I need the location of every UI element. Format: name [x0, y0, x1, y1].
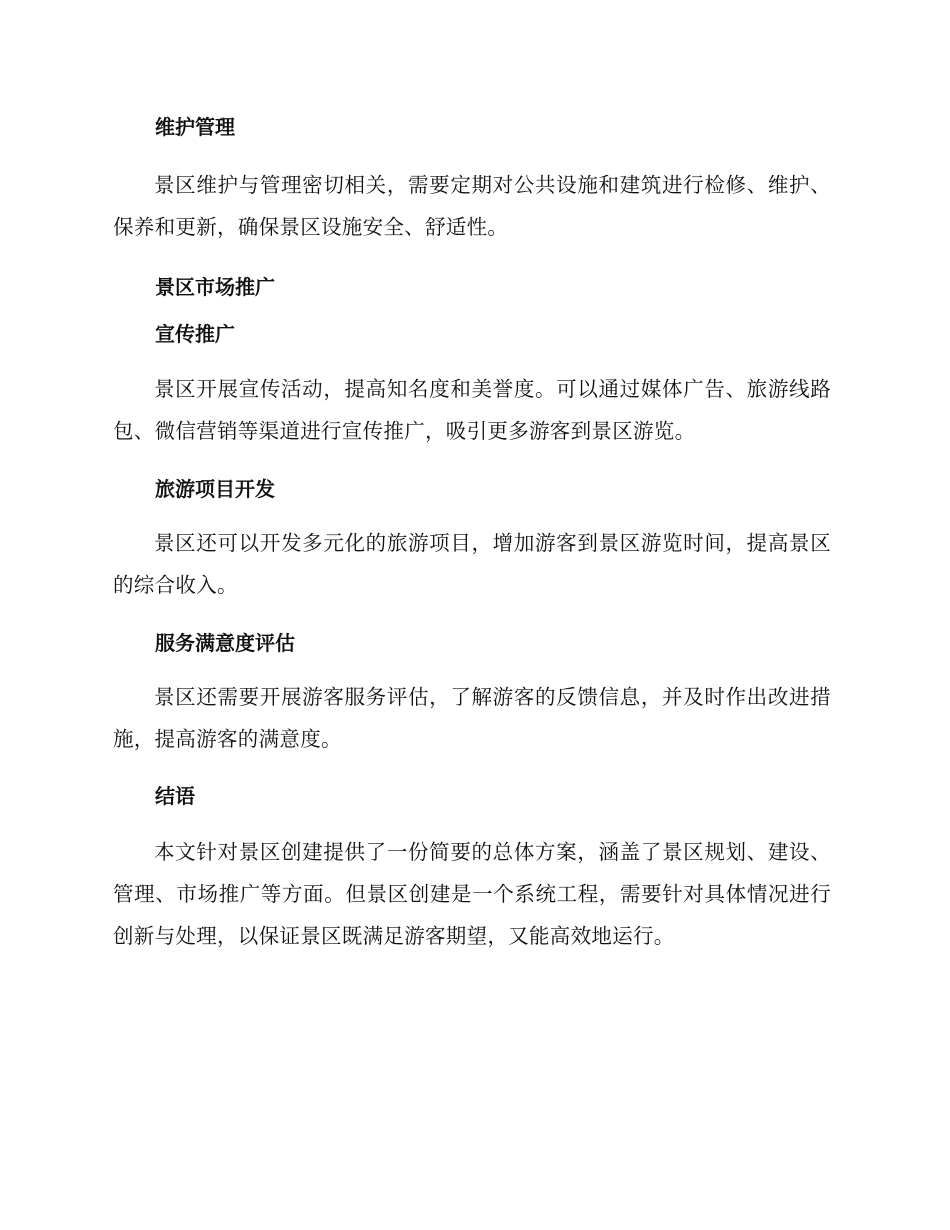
section-heading-evaluation: 服务满意度评估 — [155, 631, 295, 655]
section-heading-conclusion: 结语 — [155, 784, 195, 808]
section-paragraph-evaluation: 景区还需要开展游客服务评估，了解游客的反馈信息，并及时作出改进措施，提高游客的满意度。 — [113, 685, 831, 751]
document-body — [113, 108, 831, 957]
section-paragraph-development: 景区还可以开发多元化的旅游项目，增加游客到景区游览时间，提高景区的综合收入。 — [113, 531, 831, 597]
section-paragraph-promotion: 景区开展宣传活动，提高知名度和美誉度。可以通过媒体广告、旅游线路包、微信营销等渠道进行宣传推广，吸引更多游客到景区游览。 — [113, 377, 831, 443]
section-paragraph-conclusion: 本文针对景区创建提供了一份简要的总体方案，涵盖了景区规划、建设、管理、市场推广等方面。但景区创建是一个系统工程，需要针对具体情况进行创新与处理，以保证景区既满足游客期望，又能高效地运行。 — [113, 840, 831, 948]
section-paragraph-maintenance: 景区维护与管理密切相关，需要定期对公共设施和建筑进行检修、维护、保养和更新，确保景区设施安全、舒适性。 — [113, 173, 831, 239]
section-heading-promotion: 宣传推广 — [155, 322, 235, 346]
section-heading-development: 旅游项目开发 — [155, 477, 275, 501]
section-heading-maintenance: 维护管理 — [155, 115, 235, 139]
section-heading-marketing: 景区市场推广 — [155, 275, 275, 299]
